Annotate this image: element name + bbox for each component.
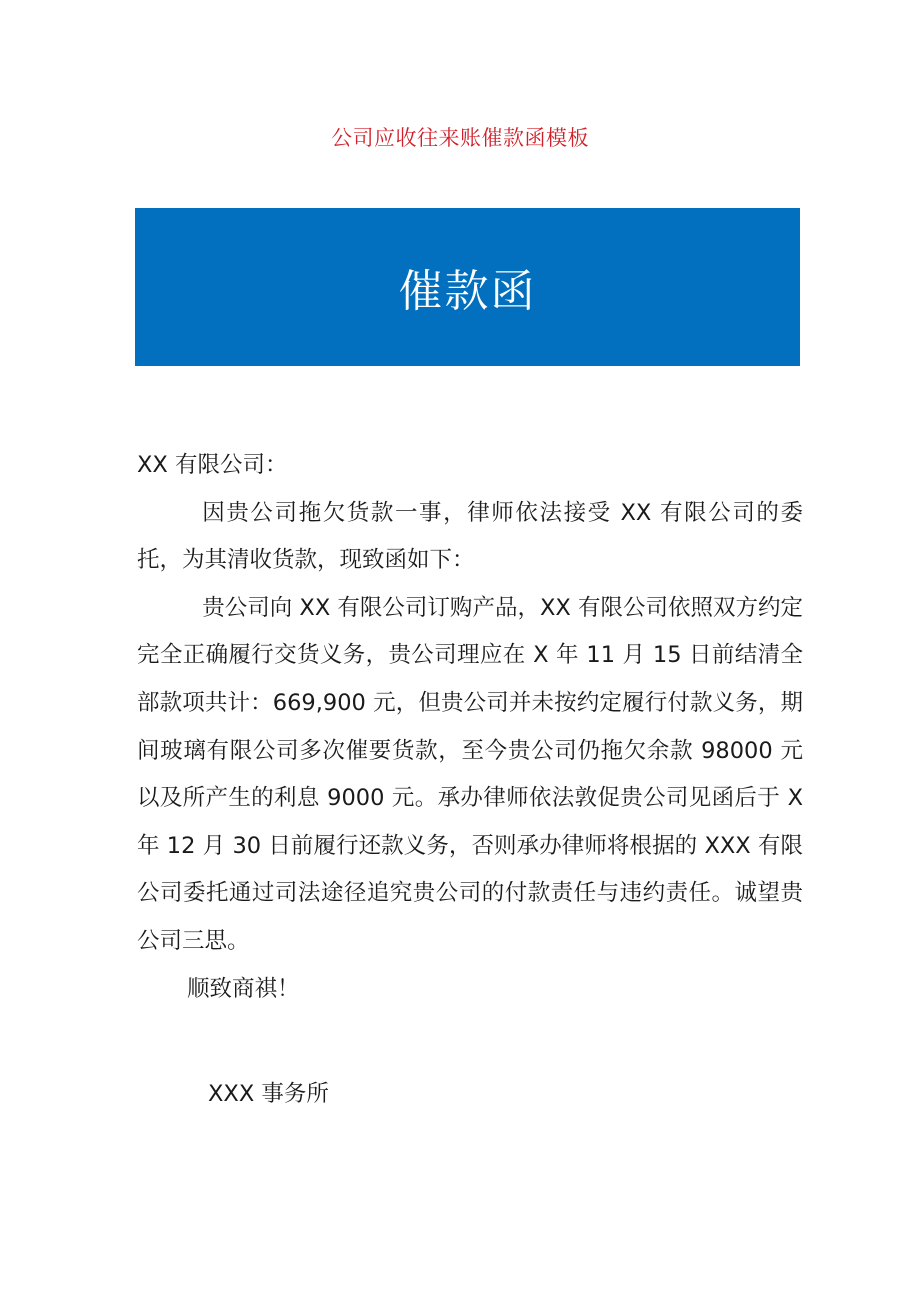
title-banner (135, 208, 800, 366)
closing-remark: 顺致商祺！ (187, 975, 300, 1002)
letter-body (137, 442, 803, 1013)
paragraph-main: 贵公司向 XX 有限公司订购产品，XX 有限公司依照双方约定完全正确履行交货义务，贵公司理应在 X 年 11 月 15 日前结清全部款项共计：669,900 元，但贵公司并未按约定履行付款义务，期间玻璃有限公司多次催要货款，至今贵公司仍拖欠余款 98000 元以及所产生的利息 9000 元。承办律师依法敦促贵公司见函后于 X 年 12 月 30 日前履行还款义务，否则承办律师将根据的 XXX 有限公司委托通过司法途径追究贵公司的付款责任与违约责任。诚望贵公司三思。 (137, 594, 803, 954)
signature: XXX 事务所 (208, 1081, 329, 1107)
banner-title: 催款函 (398, 266, 537, 317)
paragraph-intro: 因贵公司拖欠货款一事，律师依法接受 XX 有限公司的委托，为其清收货款，现致函如下： (137, 499, 803, 574)
document-title: 公司应收往来账催款函模板 (331, 126, 589, 150)
salutation: XX 有限公司： (137, 452, 288, 478)
